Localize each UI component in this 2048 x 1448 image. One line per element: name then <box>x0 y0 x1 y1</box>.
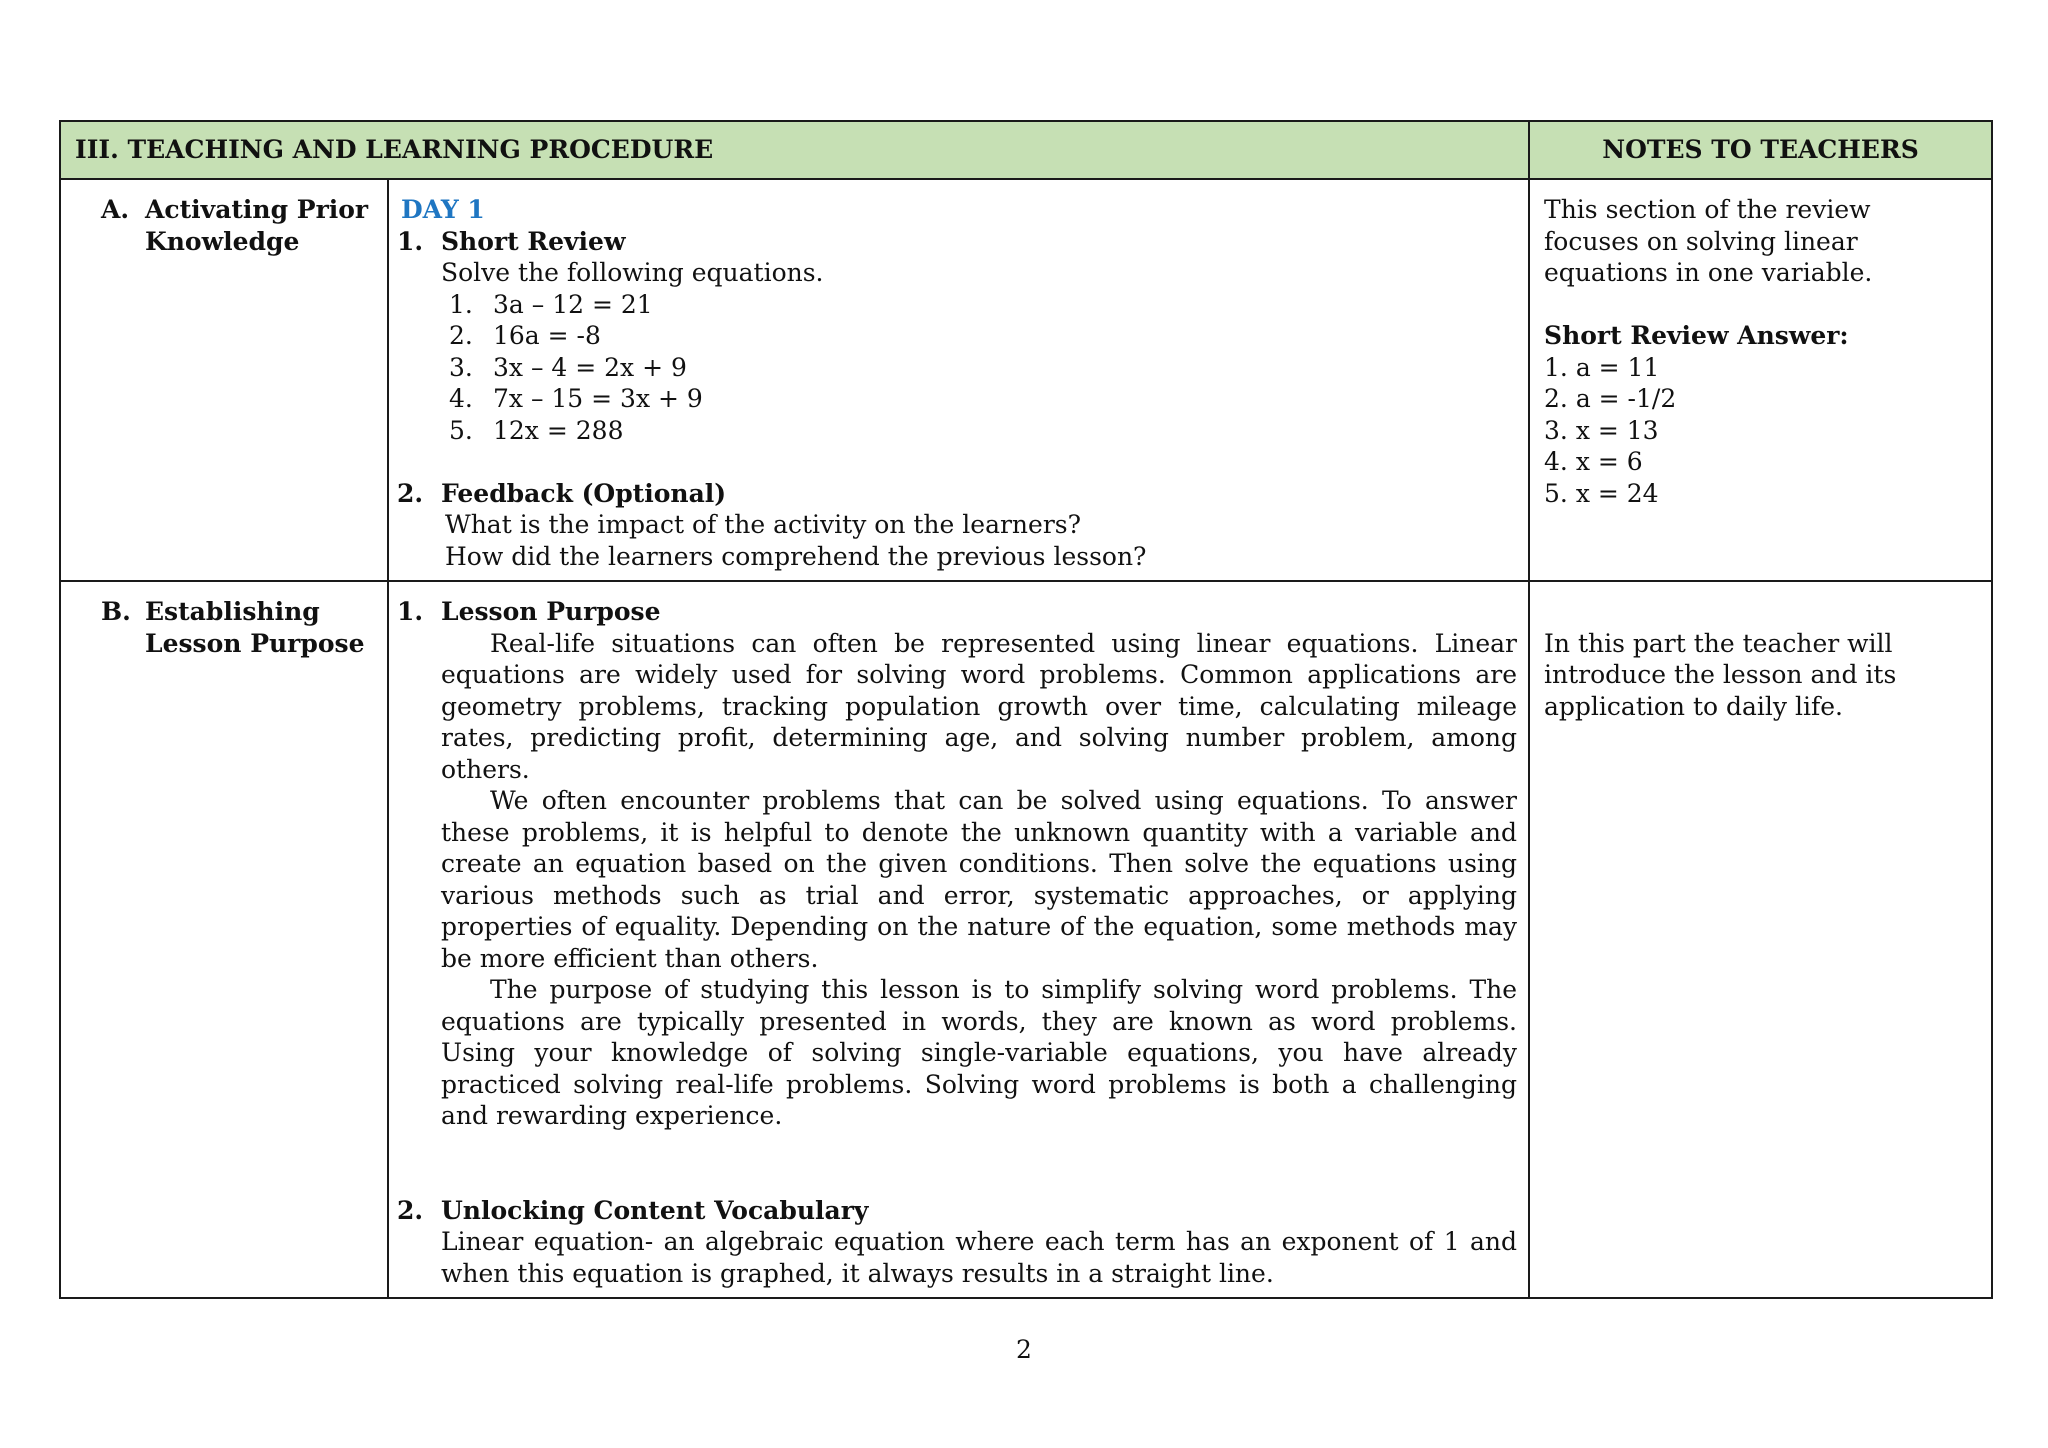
header-procedure-title: III. TEACHING AND LEARNING PROCEDURE <box>60 121 1529 179</box>
header-notes-title: NOTES TO TEACHERS <box>1529 121 1992 179</box>
feedback-heading <box>397 478 1518 510</box>
feedback-question-1: What is the impact of the activity on the learners? <box>445 510 1081 539</box>
answer-item: 4. x = 6 <box>1544 447 1643 476</box>
short-review-instruction: Solve the following equations. <box>441 258 824 287</box>
section-b-notes <box>1529 581 1992 1298</box>
section-b-letter: B. <box>101 597 131 626</box>
section-b-content <box>388 581 1529 1298</box>
notes-a-line1: This section of the review <box>1544 195 1871 224</box>
section-a-content <box>388 179 1529 581</box>
short-review-heading <box>397 226 1518 258</box>
notes-a-line3: equations in one variable. <box>1544 258 1873 287</box>
lesson-purpose-number: 1. <box>397 597 424 626</box>
section-b-label <box>60 581 388 1298</box>
list-item: 1. 3a – 12 = 21 <box>449 289 653 319</box>
lesson-purpose-paragraph-2: We often encounter problems that can be solved using equations. To answer these problems, it is helpful to denote the unknown quantity with a variable and create an equation based on the given conditions. Then solve the equations using various methods such as trial and error, systematic approaches, or applying properties of equality. Depending on the nature of the equation, some methods may be more efficient than others. <box>441 786 1518 973</box>
section-a-letter: A. <box>101 195 130 224</box>
section-a-notes <box>1529 179 1992 581</box>
section-b-row <box>60 581 1992 1298</box>
notes-a-line2: focuses on solving linear <box>1544 226 1858 256</box>
lesson-purpose-paragraph-1: Real-life situations can often be represented using linear equations. Linear equations are widely used for solving word problems. Common applications are geometry problems, tracking population growth over time, calculating mileage rates, predicting profit, determining age, and solving number problem, among others. <box>441 628 1518 784</box>
equation-list <box>397 289 1518 447</box>
vocabulary-definition: Linear equation- an algebraic equation where each term has an exponent of 1 and when this equation is graphed, it always results in a straight line. <box>441 1227 1518 1288</box>
table-header-row <box>60 121 1992 179</box>
short-review-number: 1. <box>397 226 424 256</box>
page-number: 2 <box>1016 1335 1032 1364</box>
feedback-title: Feedback (Optional) <box>441 478 727 508</box>
short-review-title: Short Review <box>441 226 626 256</box>
list-item: 3. 3x – 4 = 2x + 9 <box>449 352 687 382</box>
list-item: 2. 16a = -8 <box>449 321 601 350</box>
feedback-question-2: How did the learners comprehend the previous lesson? <box>445 541 1147 571</box>
section-a-label <box>60 179 388 581</box>
procedure-table <box>59 120 1993 1299</box>
list-item: 5. 12x = 288 <box>449 415 624 445</box>
notes-b-line1: In this part the teacher will <box>1544 628 1893 658</box>
lesson-purpose-title: Lesson Purpose <box>441 597 661 626</box>
lesson-purpose-paragraph-3: The purpose of studying this lesson is to simplify solving word problems. The equations are typically presented in words, they are known as word problems. Using your knowledge of solving single-variable equations, you have already practiced solving real-life problems. Solving word problems is both a challenging and rewarding experience. <box>441 975 1518 1130</box>
section-b-label-line1: Establishing <box>145 597 320 626</box>
vocabulary-number: 2. <box>397 1195 424 1225</box>
section-a-row <box>60 179 1992 581</box>
section-a-label-line1: Activating Prior <box>145 195 369 224</box>
answer-item: 3. x = 13 <box>1544 415 1659 445</box>
feedback-number: 2. <box>397 478 424 508</box>
vocabulary-heading <box>397 1195 1517 1227</box>
answer-item: 2. a = -1/2 <box>1544 384 1677 413</box>
day-label: DAY 1 <box>401 195 485 224</box>
answer-item: 5. x = 24 <box>1544 478 1659 508</box>
list-item: 4. 7x – 15 = 3x + 9 <box>449 384 703 413</box>
lesson-purpose-heading <box>397 596 1517 628</box>
short-review-answer-title: Short Review Answer: <box>1544 321 1849 350</box>
notes-b-line2: introduce the lesson and its <box>1544 660 1897 689</box>
notes-b-line3: application to daily life. <box>1544 691 1843 721</box>
section-b-label-line2: Lesson Purpose <box>145 628 365 658</box>
section-a-label-line2: Knowledge <box>145 226 300 256</box>
vocabulary-title: Unlocking Content Vocabulary <box>441 1195 869 1225</box>
answer-item: 1. a = 11 <box>1544 352 1660 382</box>
